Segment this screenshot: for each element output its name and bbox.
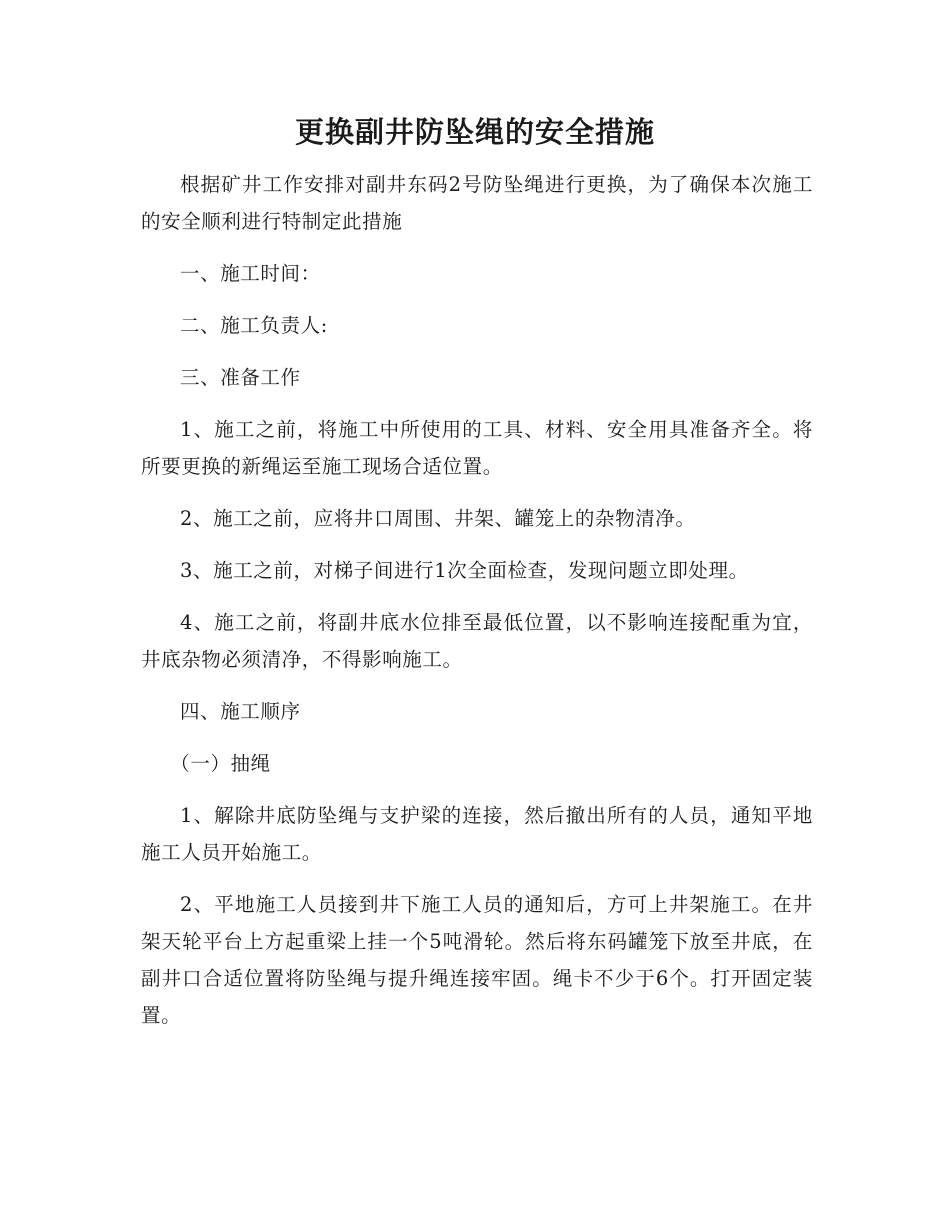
subsection-rope-extraction: （一）抽绳 (170, 752, 271, 775)
intro-paragraph: 根据矿井工作安排对副井东码2号防坠绳进行更换，为了确保本次施工的安全顺利进行特制定此措施 (141, 173, 813, 233)
preparation-item-3: 3、施工之前，对梯子间进行1次全面检查，发现问题立即处理。 (180, 559, 749, 582)
sequence-item-2: 2、平地施工人员接到井下施工人员的通知后，方可上井架施工。在井架天轮平台上方起重梁上挂一个5吨滑轮。然后将东码罐笼下放至井底，在副井口合适位置将防坠绳与提升绳连接牢固。绳卡不少于6个。打开固定装置。 (141, 893, 813, 1027)
sequence-item-1: 1、解除井底防坠绳与支护梁的连接，然后撤出所有的人员，通知平地施工人员开始施工。 (141, 804, 813, 864)
section-person-in-charge: 二、施工负责人: (180, 314, 328, 337)
section-preparation: 三、准备工作 (180, 366, 301, 389)
document-body (141, 166, 813, 1034)
document-title: 更换副井防坠绳的安全措施 (294, 115, 655, 149)
preparation-item-2: 2、施工之前，应将井口周围、井架、罐笼上的杂物清净。 (180, 507, 696, 530)
section-construction-time: 一、施工时间： (180, 262, 321, 285)
preparation-item-4: 4、施工之前，将副井底水位排至最低位置，以不影响连接配重为宜，井底杂物必须清净，不得影响施工。 (141, 611, 813, 671)
preparation-item-1: 1、施工之前，将施工中所使用的工具、材料、安全用具准备齐全。将所要更换的新绳运至施工现场合适位置。 (141, 418, 813, 478)
section-construction-sequence: 四、施工顺序 (180, 700, 301, 723)
